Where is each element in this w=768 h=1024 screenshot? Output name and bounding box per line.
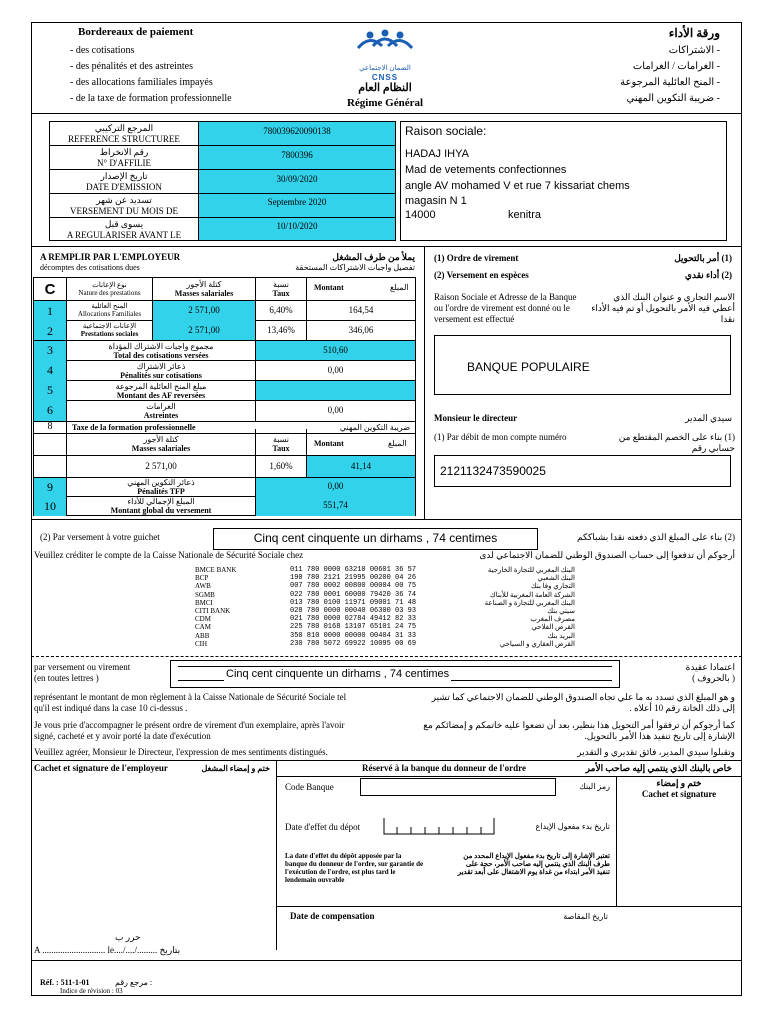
- list-item: [195, 632, 575, 640]
- ident-row: [50, 195, 198, 217]
- tfp-masse-fr: Masses salariales: [131, 444, 191, 453]
- versement-especes-ar: (2) أداء نقدي: [684, 270, 732, 280]
- bank-account: 021 780 0000 02784 49412 82 33: [290, 615, 417, 624]
- bank-account: 190 780 2121 21995 00200 04 26: [290, 574, 417, 583]
- cnss-logo-icon: [350, 26, 420, 66]
- header-item: - des allocations familiales impayés: [70, 77, 213, 88]
- amount-letters-value: Cinq cent cinquente un dirhams , 74 centimes: [226, 668, 450, 680]
- divider: [31, 760, 742, 761]
- cachet-signature-ar: ختم و إمضاء: [656, 778, 702, 788]
- bank-account: 013 780 0100 11971 09001 71 48: [290, 598, 417, 607]
- raison-line: HADAJ IHYA: [405, 148, 469, 160]
- divider: [276, 906, 742, 907]
- header-item-ar: - المنح العائلية المرجوعة: [620, 77, 720, 88]
- tfp-montant-value: 41,14: [350, 461, 372, 471]
- ident-row: [50, 171, 198, 193]
- montant-value: 0,00: [327, 405, 344, 415]
- label-fr: N° D'AFFILIE: [97, 158, 151, 168]
- tfp-taux-value: 1,60%: [269, 461, 293, 471]
- date-ticks-icon: [383, 816, 495, 836]
- paragraph-1: représentant le montant de mon règlement à la Caisse Nationale de Sécurité Sociale tel qu'il est indiqué dans la case 10 ci-dessus .: [34, 692, 347, 713]
- row-number: 8: [47, 421, 53, 432]
- regime-ar: النظام العام: [358, 82, 412, 94]
- montant-value: 0,00: [327, 481, 344, 491]
- taux-value: 6,40%: [269, 305, 293, 315]
- label-ar: تاريخ الإصدار: [100, 171, 148, 181]
- bank-list: [195, 566, 575, 648]
- label-ar: المرجع التركيبي: [94, 123, 154, 133]
- indice: Indice de révision : 03: [60, 987, 123, 995]
- list-item: [195, 640, 575, 648]
- reserve-banque-ar: خاص بالبنك الذي ينتمي إليه صاحب الأمر: [585, 763, 732, 773]
- bank-name-ar: البنك المغربي للتجارة الخارجية: [487, 566, 575, 574]
- row-label-fr: Pénalités sur cotisations: [120, 371, 202, 380]
- bank-name: CAM: [195, 623, 211, 632]
- header-item: - des cotisations: [70, 45, 135, 56]
- bank-name: SGMB: [195, 590, 215, 599]
- divider: [31, 960, 742, 961]
- tfp-masse-header: [67, 435, 255, 453]
- code-banque-label: Code Banque: [285, 782, 334, 792]
- note-ar: تعتبر الإشارة إلى تاريخ بدء مفعول الإيداع المحدد من طرف البنك الذي ينتمي إليه صاحب الأمر، حجة على تنفيذ الأمر ابتداء من غداة يوم الاشتغال على أبعد تقدير: [457, 852, 610, 876]
- lettres-label-2: (en toutes lettres ): [34, 673, 99, 683]
- note-fr: La date d'effet du dépôt apposée par la banque du donneur de l'ordre, sur garantie de l'exécution de l'ordre, est plus tard le lendemain ouvrable: [285, 852, 424, 884]
- emission-value: 30/09/2020: [276, 174, 318, 184]
- reference-value: 780039620090138: [263, 126, 331, 136]
- paragraph-3-ar: وتقبلوا سيدي المدير، فائق تقديري و التقدير: [577, 747, 735, 757]
- label-ar: يسوى قبل: [104, 219, 144, 229]
- bank-name-ar: سيتي بنك: [547, 606, 575, 615]
- raison-sociale-label: Raison sociale:: [405, 124, 487, 138]
- bank-name-ar: القرض الفلاحي: [531, 623, 575, 632]
- divider: [33, 421, 416, 422]
- header-title-fr: Bordereaux de paiement: [78, 26, 194, 38]
- row-number: 3: [47, 343, 53, 357]
- paragraph-1-ar: و هو المبلغ الذي تسدد به ما علي تجاه الصندوق الوطني للضمان الاجتماعي كما تشير إلى ذلك الخانة رقم 10 أعلاه .: [431, 692, 735, 713]
- col-taux-ar: نسبة: [272, 280, 290, 289]
- bank-name: CDM: [195, 615, 211, 624]
- reserve-banque: Réservé à la banque du donneur de l'ordre: [362, 763, 526, 773]
- row-number: 4: [47, 363, 53, 377]
- tfp-taux-fr: Taux: [272, 444, 290, 453]
- cnss-logo: [350, 26, 420, 66]
- employer-sub-ar: تفصيل واجبات الاشتراكات المستحقة: [295, 263, 415, 272]
- bank-name: ABB: [195, 631, 210, 640]
- date-compensation-ar: تاريخ المقاصة: [563, 912, 608, 921]
- bank-account: 230 780 5072 69922 10095 00 69: [290, 639, 417, 648]
- bank-account: 225 780 0168 13107 65101 24 75: [290, 623, 417, 632]
- tfp-masse-ar: كتلة الأجور: [143, 435, 179, 444]
- directeur-label: Monsieur le directeur: [434, 413, 518, 423]
- raison-line: magasin N 1: [405, 195, 467, 207]
- ordre-virement-ar: (1) أمر بالتحويل: [674, 253, 732, 263]
- employer-title-ar: يملأ من طرف المشغل: [332, 252, 415, 262]
- header-item: - des pénalités et des astreintes: [70, 61, 194, 72]
- divider: [49, 145, 396, 146]
- bank-name: CIH: [195, 639, 208, 648]
- label-fr: DATE D'EMISSION: [86, 182, 162, 192]
- divider: [31, 519, 742, 520]
- veuillez-label: Veuillez créditer le compte de la Caisse Nationale de Sécurité Sociale chez: [34, 550, 304, 560]
- col-nature: [67, 281, 152, 297]
- row-label: [67, 322, 152, 338]
- guichet-label-ar: (2) بناء على المبلغ الذي دفعته نقدا بشباككم: [577, 532, 735, 542]
- row-label: [67, 402, 255, 420]
- label-fr: A REGULARISER AVANT LE: [66, 230, 182, 240]
- tfp-taux-header: [256, 435, 306, 453]
- account-number-value: 2121132473590025: [440, 464, 546, 478]
- label-ar: تسديد عن شهر: [96, 195, 152, 205]
- row-label: [67, 342, 255, 360]
- tfp-masse-value: 2 571,00: [145, 461, 177, 471]
- mois-value: Septembre 2020: [267, 197, 327, 207]
- bank-account: 350 810 0000 00000 00404 31 33: [290, 631, 417, 640]
- bank-name: CITI BANK: [195, 606, 231, 615]
- divider: [49, 217, 396, 218]
- masse-value: 2 571,00: [188, 325, 220, 335]
- date-effet-field[interactable]: [383, 816, 495, 836]
- bank-name-ar: البريد بنك: [547, 631, 575, 640]
- row-label-ar: ذعائر الاشتراك: [136, 362, 186, 371]
- divider: [616, 776, 617, 906]
- col-taux-fr: Taux: [272, 289, 290, 298]
- tfp-taux-ar: نسبة: [272, 435, 290, 444]
- col-masse-fr: Masses salariales: [174, 289, 234, 298]
- paragraph-3: Veuillez agréer, Monsieur le Directeur, l'expression de mes sentiments distingués.: [34, 747, 328, 757]
- divider: [33, 360, 416, 361]
- row-label-ar: المبلغ الإجمالي للأداء: [127, 497, 195, 506]
- col-c: C: [44, 281, 56, 298]
- bank-account: 007 780 0002 00800 00004 00 75: [290, 582, 417, 591]
- list-item: [195, 574, 575, 582]
- ref: Réf. : 511-1-01: [40, 978, 90, 987]
- lettres-label-1: par versement ou virement: [34, 662, 131, 672]
- row-number: 6: [47, 403, 53, 417]
- cachet-signature: [618, 778, 740, 800]
- total-value: 551,74: [323, 500, 348, 510]
- col-masse-ar: كتلة الأجور: [186, 280, 222, 289]
- row-label: [67, 362, 255, 380]
- header-title-ar: ورقة الأداء: [668, 26, 720, 40]
- montant-value: 0,00: [327, 365, 344, 375]
- lettres-label-ar-2: ( بالحروف ): [692, 673, 735, 683]
- row-number: 9: [47, 480, 53, 494]
- list-item: [195, 582, 575, 590]
- directeur-label-ar: سيدي المدير: [685, 413, 732, 423]
- cachet-signature-fr: Cachet et signature: [641, 789, 717, 799]
- lettres-label-ar-1: اعتمادا عقيدة: [685, 662, 735, 672]
- cell-highlight: [256, 381, 415, 400]
- divider: [33, 433, 416, 434]
- city: kenitra: [508, 209, 542, 221]
- row-number: 1: [47, 304, 53, 318]
- row-label-fr: Montant global du versement: [110, 506, 212, 515]
- list-item: [195, 615, 575, 623]
- header-item-ar: - الاشتراكات: [668, 45, 720, 56]
- list-item: [195, 591, 575, 599]
- logo-arabic: الضمان الاجتماعي: [359, 64, 411, 72]
- date-effet-label: Date d'effet du dépot: [285, 822, 361, 832]
- row-label-fr: Total des cotisations versées: [113, 351, 209, 360]
- label-fr: VERSEMENT DU MOIS DE: [69, 206, 179, 216]
- row-label: [67, 382, 255, 400]
- bank-account: 011 780 0000 63210 00601 36 57: [290, 566, 417, 574]
- bank-name: AWB: [195, 582, 211, 591]
- row-label-fr: Allocations Familiales: [77, 310, 142, 318]
- bank-name: BMCE BANK: [195, 566, 237, 574]
- bank-name-ar: البنك الشعبي: [537, 574, 575, 583]
- row-number: 10: [44, 499, 56, 513]
- raison-line: Mad de vetements confectionnes: [405, 164, 567, 176]
- row-label: [67, 478, 255, 496]
- col-masse: [153, 280, 255, 298]
- row-label-fr: Prestations sociales: [80, 330, 139, 338]
- tfp-montant-ar: المبلغ: [388, 439, 407, 448]
- bank-name: BCP: [195, 574, 209, 583]
- header-item: - de la taxe de formation professionnelle: [70, 93, 232, 104]
- header-item-ar: - الغرامات / الغرامات: [632, 61, 720, 72]
- amount-words-value: Cinq cent cinquente un dirhams , 74 centimes: [253, 531, 498, 545]
- employer-title: A REMPLIR PAR L'EMPLOYEUR: [40, 252, 181, 262]
- divider: [49, 169, 396, 170]
- cachet-employeur: Cachet et signature de l'employeur: [34, 763, 168, 773]
- montant-value: 346,06: [348, 325, 374, 335]
- list-item: [195, 623, 575, 631]
- row-label-fr: Montant des AF reversées: [116, 391, 206, 400]
- raison-banque-label-ar: الاسم التجاري و عنوان البنك الذي أعطي فيه الأمر بالتحويل أو تم فيه الأداء نقدا: [591, 292, 735, 324]
- bank-name-ar: الشركة العامة المغربية للأبناك: [489, 590, 575, 599]
- bank-name-ar: البنك المغربي للتجارة و الصناعة: [484, 598, 575, 607]
- col-nature-ar: نوع الإعانات: [92, 281, 127, 289]
- header-items-fr: [70, 45, 290, 109]
- bank-name-ar: التجاري وفا بنك: [530, 582, 575, 591]
- row-label-fr: Pénalités TFP: [137, 487, 185, 496]
- regulariser-value: 10/10/2020: [276, 221, 318, 231]
- bank-name-value: BANQUE POPULAIRE: [467, 360, 590, 374]
- a-line: A ............................ le..../..../......... بتاريخ: [34, 945, 181, 955]
- montant-value: 164,54: [348, 305, 374, 315]
- row-label-ar: مبلغ المنح العائلية المرجوعة: [115, 382, 207, 391]
- bank-name-ar: القرض العقاري و السياحي: [499, 639, 575, 648]
- list-item: [195, 607, 575, 615]
- guichet-label: (2) Par versement à votre guichet: [40, 532, 160, 542]
- employer-sub: décomptes des cotisations dues: [40, 263, 140, 272]
- postal-code: 14000: [405, 209, 436, 221]
- col-montant: Montant: [314, 283, 344, 292]
- lettres-label: [34, 662, 130, 684]
- date-effet-ar: تاريخ بدء مفعول الإيداع: [535, 822, 610, 831]
- list-item: [195, 566, 575, 574]
- row-label-ar: ذعائر التكوين المهني: [127, 478, 195, 487]
- divider: [424, 246, 425, 519]
- versement-especes: (2) Versement en espèces: [434, 270, 529, 280]
- affilie-value: 7800396: [281, 150, 313, 160]
- row-label-ar: الغرامات: [146, 402, 176, 411]
- divider: [33, 400, 416, 401]
- divider: [49, 193, 396, 194]
- header-items-ar: [560, 45, 720, 109]
- row-label-ar: مجموع واجبات الاشتراك المؤداة: [108, 342, 214, 351]
- ref-ar: مرجع رقم :: [115, 978, 153, 987]
- row-label-fr: Taxe de la formation professionnelle: [72, 423, 196, 432]
- code-banque-ar: رمز البنك: [579, 782, 610, 791]
- col-taux: [256, 280, 306, 298]
- raison-banque-label: Raison Sociale et Adresse de la Banque ou l'ordre de virement est donné ou le versement est effectué: [434, 292, 577, 324]
- row-label: [67, 497, 255, 515]
- label-ar: رقم الانخراط: [99, 147, 149, 157]
- fait-ar: حرر ب: [115, 932, 141, 942]
- row-label-ar: الإعانات الاجتماعية: [82, 322, 137, 330]
- row-number: 5: [47, 383, 53, 397]
- label-fr: REFERENCE STRUCTUREE: [68, 134, 180, 144]
- divider: [276, 776, 742, 777]
- date-compensation: Date de compensation: [290, 911, 375, 921]
- row-label: [67, 302, 152, 318]
- raison-line: angle AV mohamed V et rue 7 kissariat chems: [405, 180, 630, 192]
- row-label-ar: المنح العائلية: [91, 302, 128, 310]
- paragraph-2: Je vous prie d'accompagner le présent ordre de virement d'un exemplaire, après l'avoir signé, cacheté et y avoir porté la date d'exécution: [34, 720, 345, 741]
- row-label-fr: Astreintes: [143, 411, 179, 420]
- col-montant-ar: المبلغ: [390, 283, 409, 292]
- divider: [178, 666, 612, 667]
- row-label-ar: ضريبة التكوين المهني: [339, 423, 410, 432]
- bank-name-ar: مصرف المغرب: [530, 615, 575, 624]
- header-item-ar: - ضريبة التكوين المهني: [626, 93, 720, 104]
- masse-value: 2 571,00: [188, 305, 220, 315]
- lettres-label-ar: [625, 662, 735, 684]
- debit-label-ar: (1) بناء على الخصم المقتطع من حسابي رقم: [618, 432, 735, 453]
- paragraph-2-ar: كما أرجوكم أن ترفقوا أمر التحويل هذا بنظير، بعد أن تضعوا عليه خاتمكم و إمضائكم مع الإشارة إلى تاريخ تنفيذ هذا الأمر بالتحويل.: [423, 720, 735, 741]
- bank-name: BMCI: [195, 598, 213, 607]
- debit-label: (1) Par débit de mon compte numéro: [434, 432, 567, 442]
- divider: [31, 246, 742, 247]
- ident-row: [50, 147, 198, 169]
- ordre-virement: (1) Ordre de virement: [434, 253, 519, 263]
- col-nature-fr: Nature des prestations: [78, 289, 141, 297]
- logo-cnss: CNSS: [371, 73, 399, 82]
- ident-row: [50, 219, 198, 241]
- dashed-divider: [31, 656, 742, 657]
- divider: [31, 113, 742, 114]
- cachet-employeur-ar: ختم و إمضاء المشغل: [201, 764, 270, 773]
- regime-fr: Régime Général: [346, 97, 424, 109]
- ident-row: [50, 123, 198, 145]
- taux-value: 13,46%: [267, 325, 295, 335]
- bank-account: 028 780 0000 00040 06300 03 93: [290, 606, 417, 615]
- list-item: [195, 599, 575, 607]
- row-number: 2: [47, 324, 53, 338]
- bank-account: 022 780 0001 60000 79420 36 74: [290, 590, 417, 599]
- divider: [276, 760, 277, 950]
- veuillez-label-ar: أرجوكم أن تدفعوا إلى حساب الصندوق الوطني للضمان الاجتماعي لدى: [479, 550, 735, 560]
- tfp-montant-header: Montant: [314, 439, 344, 448]
- code-banque-field[interactable]: [360, 778, 556, 796]
- montant-value: 510,60: [323, 345, 348, 355]
